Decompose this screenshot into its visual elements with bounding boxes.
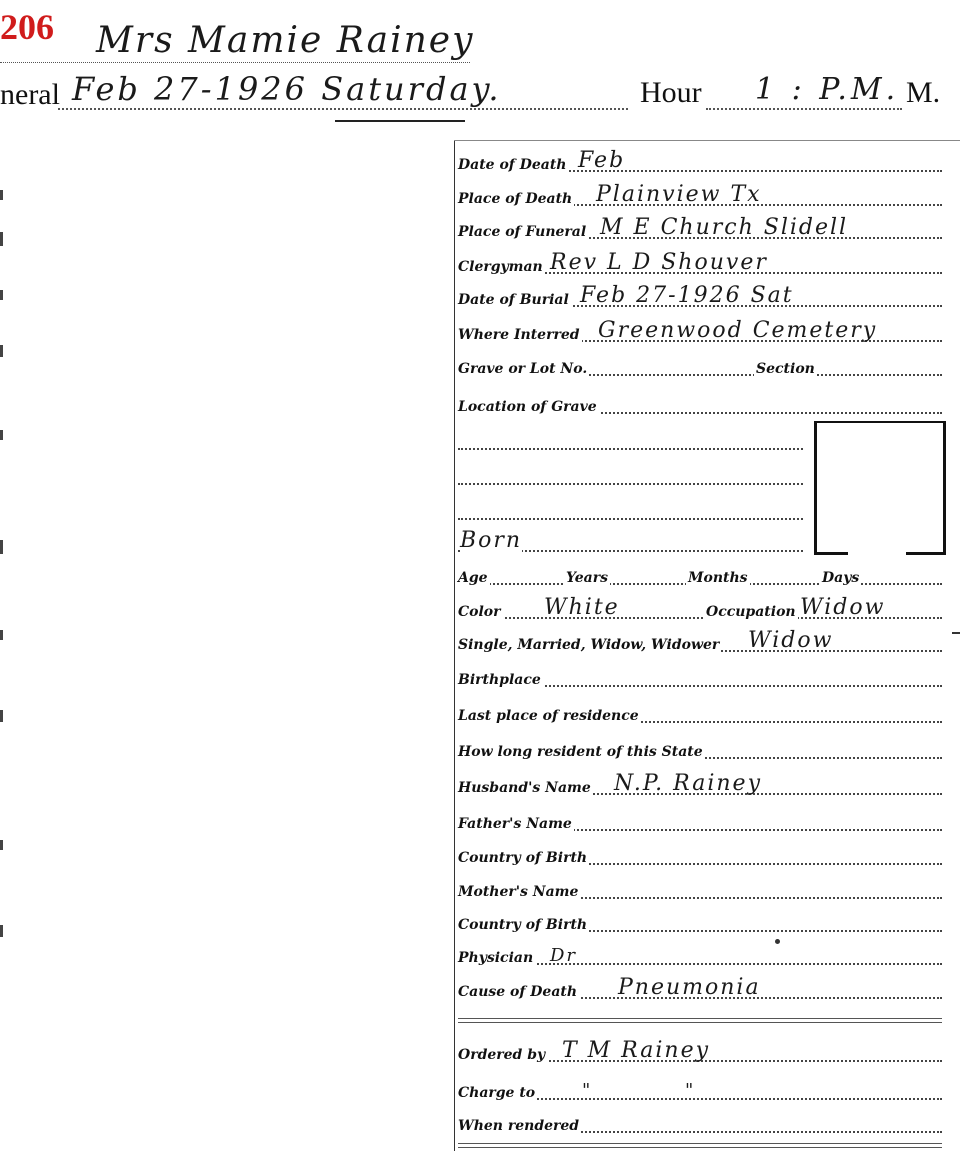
born-value: Born bbox=[460, 528, 523, 553]
photo-box bbox=[814, 421, 946, 555]
marital-status-label: Single, Married, Widow, Widower bbox=[458, 637, 720, 653]
edge-mark bbox=[0, 840, 3, 850]
days-label: Days bbox=[822, 570, 860, 586]
last-residence-label: Last place of residence bbox=[458, 708, 639, 724]
edge-mark bbox=[0, 925, 3, 937]
edge-mark bbox=[0, 540, 3, 554]
color-value: White bbox=[544, 595, 620, 620]
section-label: Section bbox=[756, 361, 815, 377]
when-rendered-field bbox=[458, 1111, 942, 1137]
date-of-burial-label: Date of Burial bbox=[458, 292, 569, 308]
date-of-death-field bbox=[458, 150, 942, 176]
location-of-grave-field bbox=[458, 392, 942, 418]
cause-of-death-label: Cause of Death bbox=[458, 984, 578, 1000]
mother-name-label: Mother's Name bbox=[458, 884, 579, 900]
grave-lot-field bbox=[458, 354, 942, 380]
mother-name-field bbox=[458, 877, 942, 903]
cause-of-death-field bbox=[458, 977, 942, 1003]
date-of-burial-field bbox=[458, 285, 942, 311]
clergyman-label: Clergyman bbox=[458, 259, 543, 275]
edge-mark bbox=[0, 630, 3, 640]
husband-name-value: N.P. Rainey bbox=[614, 771, 763, 796]
occupation-label: Occupation bbox=[706, 604, 796, 620]
father-name-label: Father's Name bbox=[458, 816, 572, 832]
birthplace-label: Birthplace bbox=[458, 672, 541, 688]
place-of-death-label: Place of Death bbox=[458, 191, 573, 207]
edge-mark bbox=[0, 290, 3, 300]
date-of-death-value: Feb bbox=[578, 148, 626, 173]
when-rendered-label: When rendered bbox=[458, 1118, 580, 1134]
years-label: Years bbox=[566, 570, 609, 586]
funeral-label: neral bbox=[0, 78, 60, 111]
born-field bbox=[458, 530, 803, 556]
blank-line bbox=[458, 428, 803, 454]
edge-mark bbox=[0, 345, 3, 357]
father-country-label: Country of Birth bbox=[458, 850, 588, 866]
mother-country-label: Country of Birth bbox=[458, 917, 588, 933]
hour-value: 1 : P.M. bbox=[755, 72, 900, 107]
hour-label: Hour bbox=[640, 76, 702, 109]
charge-to-label: Charge to bbox=[458, 1085, 536, 1101]
charge-to-field bbox=[458, 1078, 942, 1104]
last-residence-field bbox=[458, 701, 942, 727]
form-left-border bbox=[454, 140, 455, 1151]
blank-line bbox=[458, 463, 803, 489]
marital-status-field bbox=[458, 630, 942, 656]
physician-field bbox=[458, 943, 942, 969]
father-name-field bbox=[458, 809, 942, 835]
edge-mark bbox=[0, 190, 3, 200]
edge-tick bbox=[952, 632, 960, 634]
bottom-divider bbox=[458, 1143, 942, 1148]
blank-line bbox=[458, 498, 803, 524]
husband-name-field bbox=[458, 773, 942, 799]
record-number: 206 bbox=[0, 7, 54, 47]
place-of-funeral-value: M E Church Slidell bbox=[600, 215, 849, 240]
age-label: Age bbox=[458, 570, 488, 586]
where-interred-value: Greenwood Cemetery bbox=[598, 318, 878, 343]
clergyman-field bbox=[458, 252, 942, 278]
edge-mark bbox=[0, 430, 3, 440]
date-of-burial-value: Feb 27-1926 Sat bbox=[580, 283, 794, 308]
location-of-grave-label: Location of Grave bbox=[458, 399, 597, 415]
father-country-field bbox=[458, 843, 942, 869]
funeral-date: Feb 27-1926 Saturday. bbox=[72, 70, 502, 108]
resident-state-label: How long resident of this State bbox=[458, 744, 703, 760]
color-field bbox=[458, 597, 942, 623]
cause-of-death-value: Pneumonia bbox=[618, 975, 761, 1000]
grave-lot-label: Grave or Lot No. bbox=[458, 361, 588, 377]
physician-value: Dr bbox=[550, 945, 578, 966]
ordered-by-label: Ordered by bbox=[458, 1047, 546, 1063]
place-of-funeral-label: Place of Funeral bbox=[458, 224, 587, 240]
funeral-rule bbox=[58, 108, 628, 110]
ordered-by-value: T M Rainey bbox=[562, 1038, 711, 1063]
section-divider bbox=[458, 1018, 942, 1023]
date-of-death-label: Date of Death bbox=[458, 157, 567, 173]
occupation-value: Widow bbox=[800, 595, 886, 620]
header-underline bbox=[335, 120, 465, 122]
months-label: Months bbox=[688, 570, 748, 586]
ordered-by-field bbox=[458, 1040, 942, 1066]
physician-label: Physician bbox=[458, 950, 534, 966]
deceased-name: Mrs Mamie Rainey bbox=[96, 20, 475, 61]
birthplace-field bbox=[458, 665, 942, 691]
ink-dot bbox=[775, 939, 780, 944]
place-of-death-value: Plainview Tx bbox=[596, 182, 762, 207]
clergyman-value: Rev L D Shouver bbox=[550, 250, 768, 275]
form-top-border bbox=[454, 140, 960, 141]
husband-name-label: Husband's Name bbox=[458, 780, 591, 796]
m-label: M. bbox=[906, 76, 941, 109]
where-interred-field bbox=[458, 320, 942, 346]
age-field bbox=[458, 563, 942, 589]
marital-status-value: Widow bbox=[748, 628, 834, 653]
resident-state-field bbox=[458, 737, 942, 763]
where-interred-label: Where Interred bbox=[458, 327, 580, 343]
place-of-death-field bbox=[458, 184, 942, 210]
edge-mark bbox=[0, 232, 3, 246]
place-of-funeral-field bbox=[458, 217, 942, 243]
charge-to-value: " " bbox=[582, 1080, 696, 1101]
edge-mark bbox=[0, 710, 3, 722]
mother-country-field bbox=[458, 910, 942, 936]
color-label: Color bbox=[458, 604, 501, 620]
name-rule bbox=[0, 62, 470, 63]
hour-rule bbox=[706, 108, 902, 110]
